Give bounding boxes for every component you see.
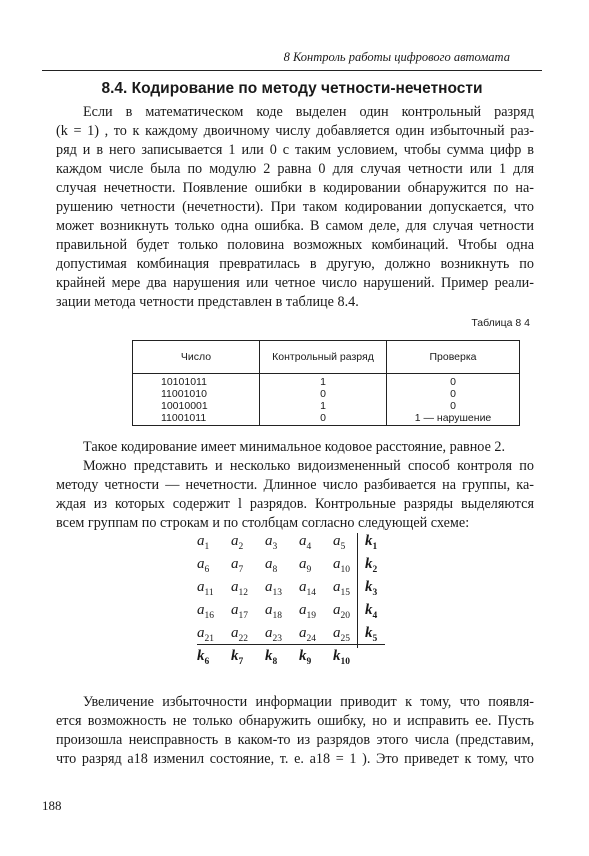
scheme-k-cell: $k_7$ (231, 648, 244, 667)
scheme-k-cell: $k_6$ (197, 648, 210, 667)
text-line: зации метода четности представлен в таблице 8.4. (56, 294, 359, 310)
table-cell: 10101011 (133, 374, 260, 389)
scheme-a-cell: $a_{11}$ (197, 579, 214, 598)
scheme-k-cell: $k_8$ (265, 648, 278, 667)
scheme-k-cell: $k_1$ (365, 533, 378, 552)
scheme-a-cell: $a_{24}$ (299, 625, 316, 644)
table-cell: 1 (260, 374, 387, 389)
scheme-a-cell: $a_{19}$ (299, 602, 316, 621)
text-line: ется возможность не только обнаружить ошибку, но и исправить ее. Пусть (56, 713, 534, 729)
text-line: рушению четности (нечетности). При таком кодировании допускается, что (56, 199, 534, 215)
paragraph-redundancy (56, 693, 534, 769)
header-rule (42, 70, 542, 71)
scheme-a-cell: $a_1$ (197, 533, 210, 552)
text-line: правильной будет только половина возможных комбинаций. Чтобы одна (56, 237, 534, 253)
text-line: каждом числе была по модулю 2 равна 0 для случая четности или 1 для (56, 161, 534, 177)
text-line: методу четности — нечетности. Длинное число разбивается на группы, ка- (56, 477, 534, 493)
text-line: что разряд a18 изменил состояние, т. е. a18 = 1 ). Это приведет к тому, что (56, 751, 534, 767)
table-row (133, 374, 520, 389)
scheme-a-cell: $a_{13}$ (265, 579, 282, 598)
table-row (133, 388, 520, 400)
table-header-verification: Проверка (387, 341, 520, 374)
section-title: 8.4. Кодирование по методу четности-нечетности (101, 80, 483, 97)
scheme-k-cell: $k_5$ (365, 625, 378, 644)
scheme-a-cell: $a_{23}$ (265, 625, 282, 644)
scheme-a-cell: $a_9$ (299, 556, 312, 575)
table-cell: 0 (387, 374, 520, 389)
table-header-number: Число (133, 341, 260, 374)
table-cell: 1 (260, 400, 387, 412)
text-line: Можно представить и несколько видоизмененный способ контроля по (83, 458, 534, 474)
table-cell: 11001011 (133, 412, 260, 426)
table-row (133, 400, 520, 412)
table-caption: Таблица 8 4 (471, 317, 530, 329)
scheme-a-cell: $a_{10}$ (333, 556, 350, 575)
scheme-a-cell: $a_{16}$ (197, 602, 214, 621)
paragraph-intro (56, 103, 534, 312)
text-line: всем группам по строкам и по столбцам согласно следующей схеме: (56, 515, 470, 531)
scheme-a-cell: $a_6$ (197, 556, 210, 575)
scheme-k-cell: $k_{10}$ (333, 648, 350, 667)
scheme-k-cell: $k_3$ (365, 579, 378, 598)
scheme-a-cell: $a_8$ (265, 556, 278, 575)
scheme-k-cell: $k_4$ (365, 602, 378, 621)
text-line: (k = 1) , то к каждому двоичному числу добавляется один избыточный раз- (56, 123, 534, 139)
table-cell: 0 (387, 400, 520, 412)
scheme-k-cell: $k_9$ (299, 648, 312, 667)
text-line: ждая из которых содержит l разрядов. Контрольные разряды выделяются (56, 496, 534, 512)
text-line: допустимая комбинация превратилась в другую, должно возникнуть по (56, 256, 534, 272)
scheme-a-cell: $a_{22}$ (231, 625, 248, 644)
parity-table (132, 340, 520, 426)
scheme-a-cell: $a_{20}$ (333, 602, 350, 621)
table-cell: 10010001 (133, 400, 260, 412)
running-header: 8 Контроль работы цифрового автомата (283, 50, 510, 64)
table-cell: 0 (387, 388, 520, 400)
scheme-a-cell: $a_4$ (299, 533, 312, 552)
text-line: может возникнуть только одна ошибка. В самом деле, для случая четности (56, 218, 534, 234)
text-line: произошла неисправность в каком-то из разрядов этого числа (представим, (56, 732, 534, 748)
scheme-a-cell: $a_{18}$ (265, 602, 282, 621)
text-line: крайней мере два нарушения или четное число нарушений. Пример реали- (56, 275, 534, 291)
scheme-a-cell: $a_{12}$ (231, 579, 248, 598)
scheme-a-cell: $a_{25}$ (333, 625, 350, 644)
text-line: Увеличение избыточности информации приводит к тому, что появля- (83, 694, 534, 710)
table-cell: 0 (260, 412, 387, 426)
scheme-a-cell: $a_{17}$ (231, 602, 248, 621)
table-row (133, 412, 520, 426)
text-line: Если в математическом коде выделен один контрольный разряд (83, 104, 534, 120)
scheme-k-cell: $k_2$ (365, 556, 378, 575)
page-number: 188 (42, 798, 62, 813)
scheme-a-cell: $a_{15}$ (333, 579, 350, 598)
text-line: Такое кодирование имеет минимальное кодовое расстояние, равное 2. (83, 439, 506, 455)
scheme-a-cell: $a_2$ (231, 533, 244, 552)
text-line: ряд и в него записывается 1 или 0 с таким условием, чтобы сумма цифр в (56, 142, 534, 158)
scheme-a-cell: $a_3$ (265, 533, 278, 552)
scheme-a-cell: $a_{21}$ (197, 625, 214, 644)
table-cell: 1 — нарушение (387, 412, 520, 426)
table-header-check-bit: Контрольный разряд (260, 341, 387, 374)
scheme-a-cell: $a_{14}$ (299, 579, 316, 598)
scheme-a-cell: $a_7$ (231, 556, 244, 575)
paragraph-grouping (56, 438, 534, 533)
table-cell: 0 (260, 388, 387, 400)
scheme-horizontal-rule (197, 644, 385, 645)
scheme-a-cell: $a_5$ (333, 533, 346, 552)
table-cell: 11001010 (133, 388, 260, 400)
text-line: случая нечетности. Появление ошибки в кодировании обнаружится по на- (56, 180, 534, 196)
